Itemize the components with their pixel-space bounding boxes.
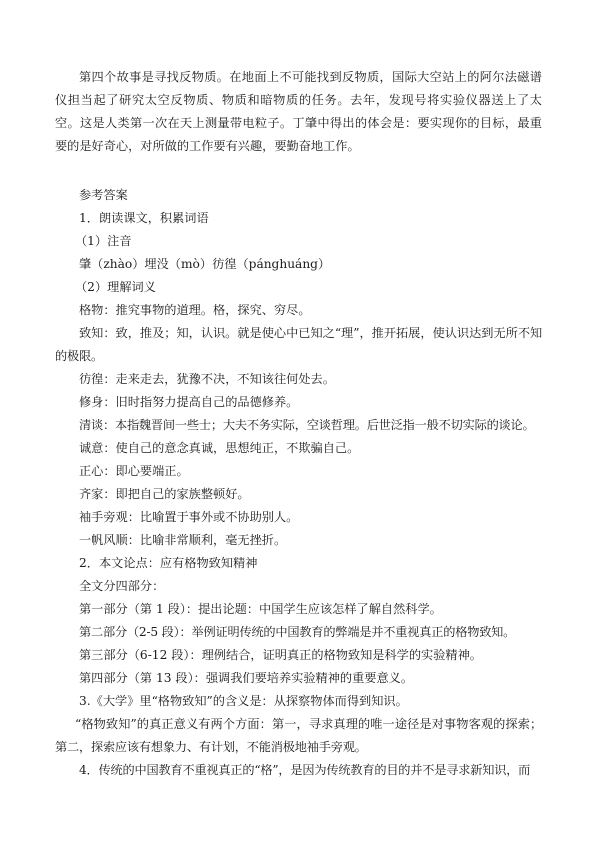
question-3-title: 3.《大学》里“格物致知”的含义是：从探察物体而得到知识。: [79, 694, 408, 708]
section-gap: [55, 158, 542, 184]
question-1-sub-pronunciation: （1）注音: [75, 234, 132, 248]
question-4-title: 4．传统的中国教育不重视真正的“格”，是因为传统教育的目的并不是寻求新知识，而: [79, 763, 531, 777]
answers-heading: 参考答案: [79, 188, 128, 202]
part-3: 第三部分（6-12 段）：理例结合，证明真正的格物致知是科学的实验精神。: [79, 648, 482, 662]
term-panghuang: 彷徨：走来走去，犹豫不决，不知该往何处去。: [79, 372, 335, 386]
part-2: 第二部分（2-5 段）：举例证明传统的中国教育的弊端是并不重视真正的格物致知。: [79, 625, 516, 639]
pinyin-line: 肇（zhào）埋没（mò）彷徨（pánghuáng）: [79, 257, 331, 271]
term-zhizhi: 致知：致，推及；知，认识。就是使心中已知之“理”，推开拓展，使认识达到无所不知的极限。: [55, 326, 542, 363]
term-chengyi: 诚意：使自己的意念真诚，思想纯正，不欺骗自己。: [79, 441, 360, 455]
part-1: 第一部分（第 1 段）：提出论题：中国学生应该怎样了解自然科学。: [79, 602, 442, 616]
question-3-body: “格物致知”的真正意义有两个方面：第一，寻求真理的唯一途径是对事物客观的探索；第二，探索应该有想象力、有计划，不能消极地袖手旁观。: [55, 717, 542, 754]
question-2-title: 2．本文论点：应有格物致知精神: [79, 556, 258, 570]
term-qingtan: 清谈：本指魏晋间一些士；大夫不务实际，空谈哲理。后世泛指一般不切实际的谈论。: [79, 418, 535, 432]
document-page: [55, 66, 542, 782]
term-qijia: 齐家：即把自己的家族整顿好。: [79, 487, 250, 501]
intro-paragraph: 第四个故事是寻找反物质。在地面上不可能找到反物质，国际大空站上的阿尔法磁谱仪担当起了研究太空反物质、物质和暗物质的任务。去年，发现号将实验仪器送上了太空。这是人类第一次在天上测量带电粒子。丁肇中得出的体会是：要实现你的目标，最重要的是好奇心，对所做的工作要有兴趣，要勤奋地工作。: [55, 70, 542, 153]
question-1-title: 1．朗读课文，积累词语: [79, 211, 209, 225]
term-xiushen: 修身：旧时指努力提高自己的品德修养。: [79, 395, 299, 409]
term-gewu: 格物：推究事物的道理。格，探究、穷尽。: [79, 303, 311, 317]
question-1-sub-meaning: （2）理解词义: [75, 280, 156, 294]
term-yifan: 一帆风顺：比喻非常顺利，毫无挫折。: [79, 533, 287, 547]
question-2-parts-intro: 全文分四部分：: [79, 579, 165, 593]
term-zhengxin: 正心：即心要端正。: [79, 464, 189, 478]
term-xiushou: 袖手旁观：比喻置于事外或不协助别人。: [79, 510, 299, 524]
part-4: 第四部分（第 13 段）：强调我们要培养实验精神的重要意义。: [79, 671, 414, 685]
